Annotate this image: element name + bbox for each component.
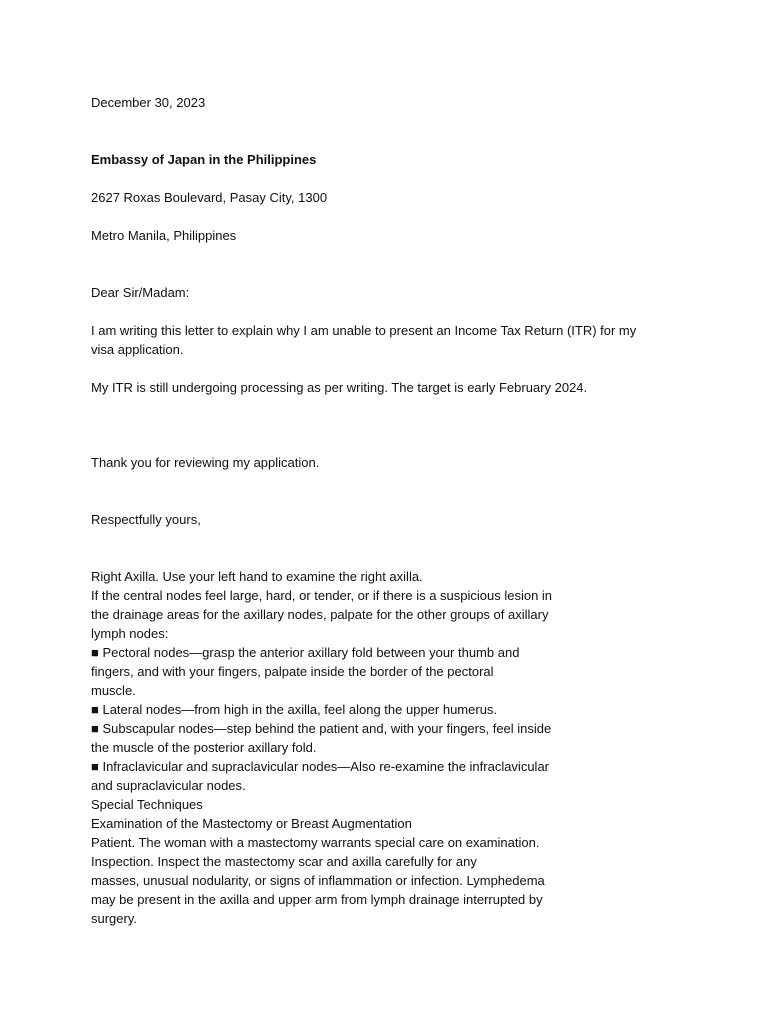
recipient-name: Embassy of Japan in the Philippines [91,152,317,167]
letter-date: December 30, 2023 [91,95,206,110]
paragraph-1-line-2: visa application. [91,342,184,357]
notes-line: ■ Infraclavicular and supraclavicular nodes—Also re-examine the infraclavicular [91,759,550,774]
notes-line: the muscle of the posterior axillary fold. [91,740,317,755]
address-line-1: 2627 Roxas Boulevard, Pasay City, 1300 [91,190,328,205]
notes-line: may be present in the axilla and upper arm from lymph drainage interrupted by [91,892,543,907]
notes-line: ■ Pectoral nodes—grasp the anterior axillary fold between your thumb and [91,645,520,660]
notes-line: surgery. [91,911,137,926]
notes-line: masses, unusual nodularity, or signs of inflammation or infection. Lymphedema [91,873,545,888]
paragraph-1-line-1: I am writing this letter to explain why I am unable to present an Income Tax Return (ITR) for my [91,323,637,338]
notes-block [91,567,552,928]
notes-line: and supraclavicular nodes. [91,778,246,793]
paragraph-2: My ITR is still undergoing processing as per writing. The target is early February 2024. [91,380,588,395]
notes-line: Examination of the Mastectomy or Breast Augmentation [91,816,412,831]
notes-line: Right Axilla. Use your left hand to examine the right axilla. [91,569,423,584]
thanks-line: Thank you for reviewing my application. [91,455,320,470]
salutation: Dear Sir/Madam: [91,285,190,300]
address-line-2: Metro Manila, Philippines [91,228,237,243]
notes-line: lymph nodes: [91,626,169,641]
notes-line: ■ Subscapular nodes—step behind the patient and, with your fingers, feel inside [91,721,552,736]
notes-line: fingers, and with your fingers, palpate inside the border of the pectoral [91,664,494,679]
notes-line: muscle. [91,683,136,698]
notes-line: the drainage areas for the axillary nodes, palpate for the other groups of axillary [91,607,549,622]
closing-line: Respectfully yours, [91,512,201,527]
notes-line: Special Techniques [91,797,203,812]
notes-line: Patient. The woman with a mastectomy warrants special care on examination. [91,835,540,850]
notes-line: ■ Lateral nodes—from high in the axilla, feel along the upper humerus. [91,702,498,717]
notes-line: If the central nodes feel large, hard, or tender, or if there is a suspicious lesion in [91,588,553,603]
notes-line: Inspection. Inspect the mastectomy scar and axilla carefully for any [91,854,477,869]
